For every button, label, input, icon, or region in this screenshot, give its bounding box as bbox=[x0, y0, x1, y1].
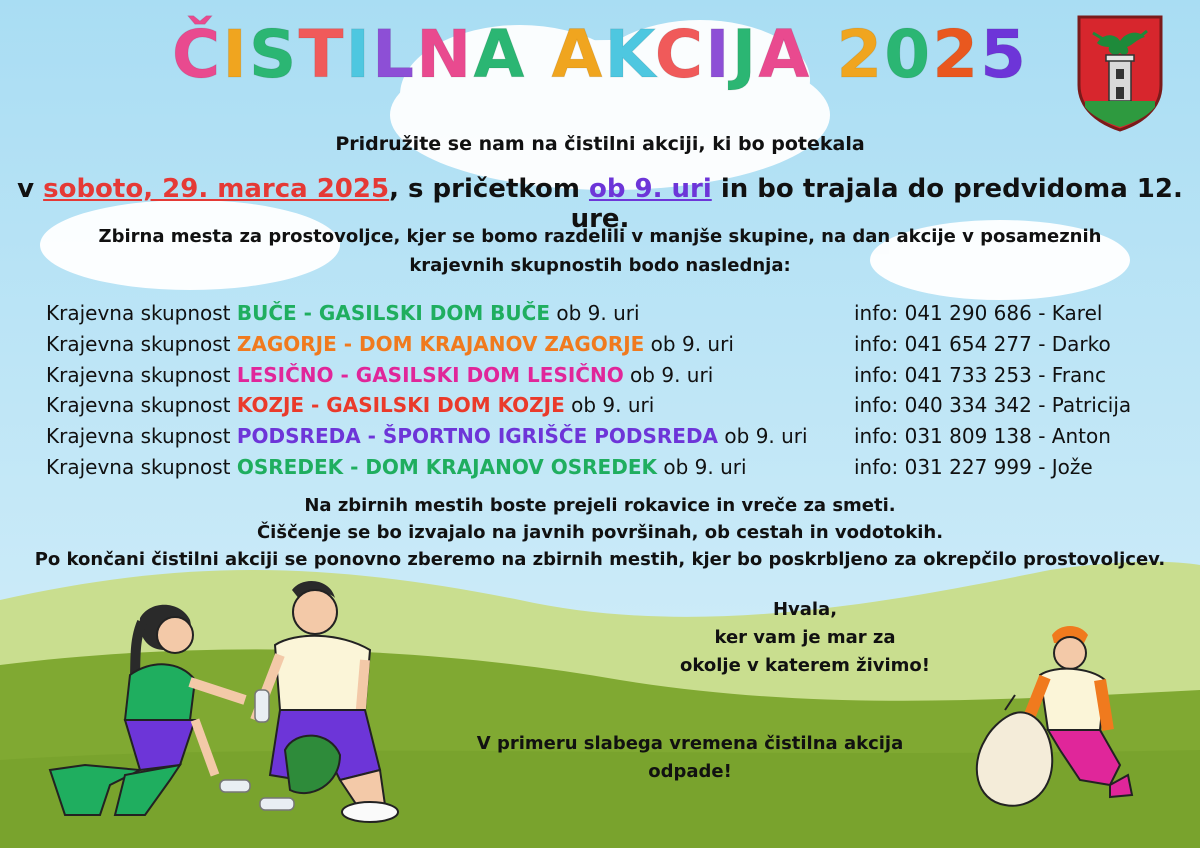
title-letter: Č bbox=[171, 16, 223, 93]
title-letter: 2 bbox=[932, 16, 981, 93]
title-letter: 5 bbox=[980, 16, 1029, 93]
thanks-message bbox=[640, 596, 970, 680]
location-prefix: Krajevna skupnost bbox=[46, 362, 237, 387]
note-line: Po končani čistilni akciji se ponovno zberemo na zbirnih mestih, kjer bo poskrbljeno za okrepčilo prostovoljcev. bbox=[34, 549, 1166, 570]
location-row bbox=[46, 390, 1166, 421]
title-letter: K bbox=[604, 16, 655, 93]
note-line: Na zbirnih mestih boste prejeli rokavice in vreče za smeti. bbox=[304, 495, 896, 516]
intro-line-1: Pridružite se nam na čistilni akciji, ki bo potekala bbox=[335, 133, 865, 155]
weather-notice bbox=[460, 730, 920, 786]
location-description bbox=[46, 360, 713, 390]
location-name: PODSREDA - ŠPORTNO IGRIŠČE PODSREDA bbox=[236, 424, 719, 449]
title-letter: C bbox=[654, 16, 706, 93]
location-time: ob 9. uri bbox=[656, 454, 747, 479]
gathering-line-2: krajevnih skupnostih bodo naslednja: bbox=[409, 255, 791, 276]
location-description bbox=[46, 421, 808, 451]
gathering-heading bbox=[0, 222, 1200, 280]
location-description bbox=[46, 390, 654, 420]
intro-suffix: in bo trajala do predvidoma 12. ure. bbox=[570, 174, 1183, 234]
intro-mid: , s pričetkom bbox=[389, 174, 589, 204]
note-line: Čiščenje se bo izvajalo na javnih površinah, ob cestah in vodotokih. bbox=[256, 522, 944, 543]
location-contact: info: 040 334 342 - Patricija bbox=[854, 393, 1132, 418]
location-time: ob 9. uri bbox=[644, 331, 734, 356]
location-row bbox=[46, 329, 1166, 360]
title-letter: N bbox=[416, 16, 474, 93]
weather-line: odpade! bbox=[648, 761, 732, 782]
location-time: ob 9. uri bbox=[718, 424, 808, 449]
title-letter: A bbox=[473, 16, 527, 93]
location-prefix: Krajevna skupnost bbox=[46, 454, 237, 479]
title-letter: A bbox=[551, 16, 605, 93]
title-letter: 0 bbox=[884, 16, 933, 93]
title-letter: T bbox=[298, 16, 346, 93]
location-description bbox=[46, 452, 747, 482]
title-letter: 2 bbox=[836, 16, 885, 93]
title-letter: J bbox=[731, 16, 759, 93]
location-row bbox=[46, 421, 1166, 452]
location-description bbox=[46, 298, 640, 328]
location-contact: info: 031 809 138 - Anton bbox=[854, 424, 1111, 449]
weather-line: V primeru slabega vremena čistilna akcija bbox=[476, 733, 904, 754]
title-letter: A bbox=[758, 16, 812, 93]
title-letter: I bbox=[345, 16, 373, 93]
title-letter: S bbox=[248, 16, 299, 93]
volunteer-with-trash-bag-illustration bbox=[960, 615, 1150, 815]
girl-figure bbox=[50, 605, 245, 815]
location-row bbox=[46, 298, 1166, 329]
location-description bbox=[46, 329, 734, 359]
location-name: BUČE - GASILSKI DOM BUČE bbox=[236, 301, 551, 325]
event-date: soboto, 29. marca 2025 bbox=[43, 174, 390, 204]
location-prefix: Krajevna skupnost bbox=[46, 393, 237, 418]
location-contact: info: 041 290 686 - Karel bbox=[854, 301, 1103, 325]
locations-list bbox=[46, 298, 1166, 483]
location-prefix: Krajevna skupnost bbox=[46, 331, 237, 356]
notes-block bbox=[0, 492, 1200, 573]
location-contact: info: 031 227 999 - Jože bbox=[854, 454, 1093, 479]
title-letter: I bbox=[705, 16, 732, 93]
location-time: ob 9. uri bbox=[564, 393, 655, 418]
municipal-coat-of-arms-icon bbox=[1075, 13, 1165, 133]
location-name: KOZJE - GASILSKI DOM KOZJE bbox=[236, 393, 565, 418]
title-letter bbox=[526, 16, 551, 93]
title-letter bbox=[811, 16, 836, 93]
location-row bbox=[46, 452, 1166, 483]
boy-figure bbox=[255, 581, 398, 822]
location-time: ob 9. uri bbox=[623, 362, 714, 387]
two-volunteers-collecting-trash-illustration bbox=[30, 570, 400, 830]
location-contact: info: 041 733 253 - Franc bbox=[854, 362, 1106, 387]
event-time: ob 9. uri bbox=[588, 174, 712, 204]
title-letter: L bbox=[372, 16, 417, 93]
location-prefix: Krajevna skupnost bbox=[46, 301, 237, 325]
thanks-line: ker vam je mar za bbox=[714, 627, 896, 648]
location-name: OSREDEK - DOM KRAJANOV OSREDEK bbox=[236, 454, 657, 479]
location-time: ob 9. uri bbox=[550, 301, 640, 325]
thanks-line: okolje v katerem živimo! bbox=[680, 655, 930, 676]
location-contact: info: 041 654 277 - Darko bbox=[854, 331, 1111, 356]
thanks-line: Hvala, bbox=[772, 599, 838, 620]
gathering-line-1: Zbirna mesta za prostovoljce, kjer se bomo razdelili v manjše skupine, na dan akcije v posameznih bbox=[98, 226, 1102, 247]
intro-prefix: v bbox=[17, 174, 44, 204]
poster-title bbox=[0, 16, 1200, 93]
location-name: LESIČNO - GASILSKI DOM LESIČNO bbox=[236, 362, 624, 387]
title-letter: I bbox=[222, 16, 249, 93]
location-prefix: Krajevna skupnost bbox=[46, 424, 237, 449]
location-name: ZAGORJE - DOM KRAJANOV ZAGORJE bbox=[236, 331, 645, 356]
location-row bbox=[46, 360, 1166, 391]
